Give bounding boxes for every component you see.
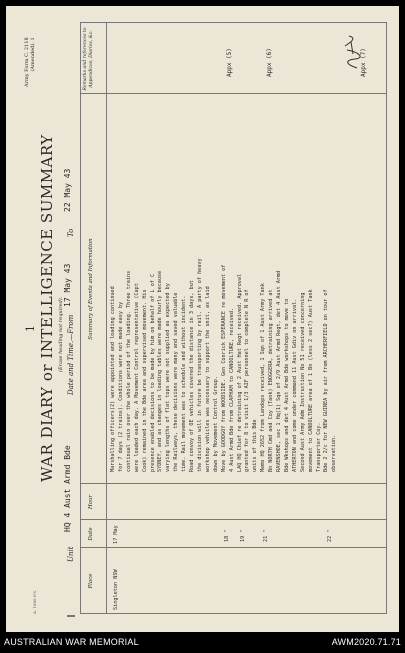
summary-line: the Railways, these decisions were many and saved valuable [173, 292, 180, 472]
summary-line: Bde Wkshops and det 4 Aust Armd Bde workshops to move to [283, 298, 290, 472]
summary-line: SYDNEY, and as changes in loading tables were made hourly because [157, 270, 164, 472]
summary-line: Move by GOODGOY from WOODSIDE. Gen Conrick ESPERANCE re movement of [220, 264, 227, 472]
summary-text [110, 107, 339, 472]
summary-line: granted for 8 to visit 1/3 AIF personnel to complete N R of [244, 289, 251, 472]
document-page [6, 6, 399, 632]
army-form-number: Army Form C. 2118 [24, 37, 30, 87]
appendix-6: Appx (6) [266, 48, 273, 77]
entry-date-22: 22 " [327, 529, 333, 542]
summary-line: Road convoy of OE vehicles covered the distance in 3 days, but [189, 280, 196, 472]
table-top-rule [80, 22, 81, 614]
appendix-7: Appx (7) [360, 48, 367, 77]
archive-footer [0, 634, 405, 653]
entry-date-21: 21 " [263, 529, 269, 542]
summary-line: were loaded each day. A Movement Control representative (Capt [133, 283, 140, 472]
form-reference: A. 1898 F.S. [32, 589, 37, 614]
summary-line: time. Rail movement was to schedule and without incident. [181, 295, 188, 472]
summary-line: Bde 2 2/c for NEW GUINEA by air from ARCHERFIELD on tour of [323, 289, 330, 472]
summary-line: observation. [331, 434, 338, 472]
summary-line: 4 Aust Armd Bde from CLAPHAM to CANOOLTURE, received. [228, 307, 235, 472]
column-header-remarks: Remarks and references to Appendices, Diaries, &c. [83, 27, 94, 91]
summary-line: LAQ HQ Chief re detraining of 2 Aust Hat Regt received. Approval [236, 273, 243, 472]
rule-date [80, 519, 386, 520]
summary-line: workshop vehicles was necessary to support the unit, as laid [204, 286, 211, 472]
column-header-place: Place [88, 573, 94, 589]
handwritten-initials-icon [341, 32, 363, 72]
entry-date-17: 17 May [113, 525, 119, 544]
summary-line: RAVENSHOE, sec 1 Hq(1) Sqn of 2/9 Aust Armd Regt, det 4 Aust Armd [276, 270, 283, 472]
date-from-value: 17 May 43 [63, 263, 72, 307]
summary-line: Memo HQ 2652 from Landops received, 1 Sqn of 1 Aust Army Tank [260, 283, 267, 472]
rule-summary [80, 93, 386, 94]
form-title: WAR DIARY or INTELLIGENCE SUMMARY [38, 134, 56, 482]
summary-line: Marshalling officers(2) were appointed and loading continued [110, 286, 116, 472]
page-number: 1 [24, 325, 37, 332]
column-header-date: Date [88, 527, 94, 541]
rule-place [80, 547, 386, 548]
summary-line: units of this Bde [252, 419, 259, 472]
unit-value: HQ 4 Aust Armd Bde [63, 445, 72, 532]
date-to-value: 22 May 43 [63, 168, 72, 212]
war-diary-form [6, 6, 399, 632]
summary-line: for 7 days (2 trains). Conditions were not made easy by [117, 301, 124, 472]
entry-place: Singleton NSW [113, 569, 119, 610]
date-label: Date and Time.—From [67, 314, 75, 395]
rule-left [80, 613, 386, 614]
rule-hour [80, 483, 386, 484]
date-to-label: To [67, 228, 75, 237]
appendix-5: Appx (5) [226, 48, 233, 77]
summary-line: continual rain over the whole period of the loading. Three trains [125, 270, 132, 472]
column-header-summary: Summary of Events and Information [88, 238, 94, 340]
army-form-note: (Amended). 1 [30, 37, 36, 72]
summary-line: down by Movement Control Group. [212, 376, 219, 472]
header-rule [106, 22, 107, 614]
footer-accession-number: AWM2020.71.71 [331, 637, 401, 647]
column-header-hour: Hour [88, 494, 94, 510]
summary-line: Second Aust Army Adm Instruction No 51 received concerning [299, 292, 306, 472]
summary-line: Transporter Coy. [315, 422, 322, 472]
form-subtitle: (Erase heading not required). [58, 296, 64, 372]
unit-label: Unit [67, 546, 75, 562]
rule-right [80, 22, 386, 23]
summary-line: movement to CANOOLTURE area of 1 Bn (less 2 sec?) Aust Tank [307, 289, 314, 472]
entry-date-19: 19 " [240, 529, 246, 542]
summary-line: Bn NORTH Cmd and Coy (Tank) ENOGGERA, detraining arrived at [268, 289, 275, 472]
summary-line: Cook) remained in the Bde area and supervised movement. His [141, 289, 148, 472]
army-form-label [24, 37, 36, 87]
summary-line: varying lengths of flat tops were not supplied as expected by [165, 283, 172, 472]
summary-line: the division will in future be transporting by rail. A party of heavy [196, 258, 203, 472]
footer-institution: AUSTRALIAN WAR MEMORIAL [4, 637, 139, 647]
margin-mark-icon [66, 612, 76, 620]
table-bottom-rule [386, 22, 387, 614]
entry-date-18: 18 " [224, 529, 230, 542]
summary-line: presence enabled decisions to be made by him on behalf of L of C [149, 273, 156, 472]
summary-line: ATHERTON and come under command 11 Aust Gdiv on arrival. [291, 298, 298, 472]
